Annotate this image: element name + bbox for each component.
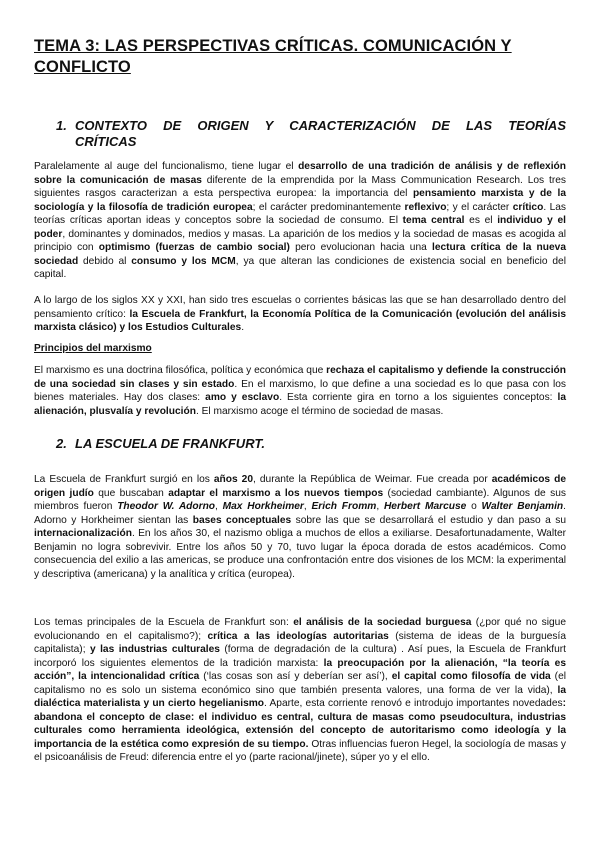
section-1-paragraph-2 (34, 294, 566, 335)
text-run: es el (464, 215, 498, 226)
bold-run: y las industrias culturales (89, 644, 220, 655)
bold-run: internacionalización (34, 528, 132, 539)
text-run: diferente de la emprendida por la Mass Communication Research. Los tres siguientes rasgos caracterizan a esta perspectiva europea: la importancia del (34, 174, 566, 199)
text-run: , (215, 501, 223, 512)
text-run: La Escuela de Frankfurt surgió en los (34, 474, 214, 485)
text-run: . Adorno y Horkheimer sientan las (34, 501, 566, 526)
bold-run: consumo y los MCM (131, 255, 236, 267)
text-run: Paralelamente al auge del funcionalismo, tiene lugar el (34, 161, 299, 172)
text-run: (sociedad cambiante). Algunos de sus miembros fueron (34, 487, 566, 512)
text-run: . En los años 30, el nazismo obliga a muchos de ellos a exiliarse. Desafortunadamente, Walter Benjamin no logra sobrevivir. Entre los años 50 y 70, tuvo lugar la época dorada de estos académicos. Como consecuencia del exilio a las americas, se produce una confrontación entre dos visiones de los MCM: la experimental y descriptiva (americana) y la analítica y crítica (europea). (34, 528, 566, 580)
text-run: (forma de degradación de la cultura) . Así pues, la Escuela de Frankfurt incorporó los siguientes elementos de la tradición marxista: (34, 644, 567, 669)
bold-run: crítica a las ideologías autoritarias (207, 630, 389, 642)
section-1-heading (56, 118, 566, 150)
bold-run: la Escuela de Frankfurt, la Economía Política de la Comunicación (evolución del análisis marxista clásico) y los Estudios Culturales (34, 308, 567, 333)
member-name: Erich Fromm (311, 501, 377, 512)
section-1-paragraph-1 (34, 160, 566, 282)
text-run: . Esta corriente gira en torno a los siguientes conceptos: (279, 392, 558, 403)
section-1-heading-line-2: CRÍTICAS (75, 134, 137, 149)
text-run: , dominantes y dominados, medios y masas. La aparición de los medios y la sociedad de masas es acogida al principio con (34, 228, 566, 253)
member-name: Walter Benjamin (481, 501, 564, 512)
bold-run: la alienación, plusvalía y revolución (34, 392, 567, 417)
member-name: Max Horkheimer (222, 501, 304, 512)
section-2-heading (56, 436, 566, 452)
section-1-heading-line-1 (56, 118, 566, 134)
text-run: (sistema de ideas de la burguesía capitalista); (34, 630, 566, 655)
text-run: , ya que alteran las condiciones de existencia social en beneficio del capital. (34, 255, 566, 280)
section-1-paragraph-3 (34, 364, 566, 418)
bold-run: optimismo (fuerzas de cambio social) (98, 242, 290, 253)
bold-run: amo y esclavo (205, 392, 280, 403)
text-run: , (303, 501, 312, 512)
text-run: Los temas principales de la Escuela de Frankfurt son: (34, 617, 294, 628)
bold-run: individuo y el poder (34, 215, 566, 240)
text-run: , durante la República de Weimar. Fue creada por (253, 474, 492, 485)
bold-run: reflexivo (404, 201, 447, 213)
bold-run: el análisis de la sociedad burguesa (293, 617, 472, 628)
bold-run: adaptar el marxismo a los nuevos tiempos (168, 487, 384, 499)
section-2-number: 2. (56, 436, 67, 451)
bold-run: crítico (512, 201, 544, 213)
text-run: A lo largo de los siglos XX y XXI, han sido tres escuelas o corrientes básicas las que se han desarrollado dentro del pensamiento crítico: (34, 295, 566, 320)
bold-run: académicos de origen judío (34, 474, 566, 499)
text-run: (el capitalismo no es solo un sistema económico sino que también presenta valores, una forma de ver la vida), (34, 671, 567, 696)
text-run: . Aparte, esta corriente renovó e introdujo importantes novedades (264, 698, 563, 709)
bold-run: años 20 (213, 474, 254, 485)
section-2-paragraph-1 (34, 473, 566, 581)
text-run: El marxismo es una doctrina filosófica, política y económica que (34, 365, 327, 376)
section-2-paragraph-2 (34, 616, 566, 765)
bold-run: rechaza el capitalismo y defiende la construcción de una sociedad sin clases y sin estado (34, 365, 566, 390)
text-run: . (241, 322, 245, 333)
text-run: ; el carácter predominantemente (252, 201, 405, 213)
section-1-heading-text: CONTEXTO DE ORIGEN Y CARACTERIZACIÓN DE LAS TEORÍAS (75, 118, 566, 133)
member-name: Herbert Marcuse (383, 501, 467, 512)
text-run: ; y el carácter (446, 201, 513, 213)
text-run: (¿por qué no sigue evolucionando en el capitalismo?); (34, 617, 566, 642)
text-run: debido al (78, 255, 132, 267)
section-2-heading-text: LA ESCUELA DE FRANKFURT. (75, 436, 265, 451)
text-run: pero evolucionan hacia una (289, 242, 432, 253)
bold-run: : abandona el concepto de clase: el individuo es central, cultura de masas como pseudocultura, industrias culturales como herramienta ideológica, extensión del concepto de autoritarismo como ideología y la importancia de la estética como expresión de su tiempo. (34, 698, 566, 750)
text-run: o (466, 501, 482, 512)
bold-run: la dialéctica materialista y un cierto hegelianismo (34, 684, 566, 709)
text-run: (‘las cosas son así y deberían ser así’), (199, 671, 392, 682)
section-1-number: 1. (56, 118, 67, 133)
text-run: Otras influencias fueron Hegel, la sociología de masas y el psicoanálisis de Freud: diferencia entre el yo (parte racional/jinete), súper yo y el ello. (34, 738, 566, 763)
text-run: . En el marxismo, lo que define a una sociedad es lo que pasa con los bienes materiales. Hay dos clases: (34, 378, 566, 403)
bold-run: pensamiento marxista y de la sociología y la filosofía de tradición europea (34, 188, 566, 213)
text-run: . Las teorías críticas aportan ideas y conceptos sobre la sociedad de consumo. El (34, 201, 567, 226)
text-run: . El marxismo acoge el término de sociedad de masas. (195, 405, 444, 417)
bold-run: desarrollo de una tradición de análisis y de reflexión sobre la comunicación de masas (34, 161, 566, 186)
bold-run: la preocupación por la alienación, “la teoría es acción”, la intencionalidad crítica (34, 657, 566, 682)
bold-run: tema central (402, 215, 465, 226)
document-title: TEMA 3: LAS PERSPECTIVAS CRÍTICAS. COMUNICACIÓN Y CONFLICTO (34, 37, 512, 76)
text-run: , (376, 501, 384, 512)
bold-run: el capital como filosofía de vida (391, 671, 551, 682)
bold-run: bases conceptuales (192, 514, 292, 526)
member-name: Theodor W. Adorno (117, 501, 216, 512)
text-run: sobre las que se desarrollará el estudio y dan paso a su (291, 514, 566, 526)
text-run: que buscaban (93, 487, 169, 499)
bold-run: lectura crítica de la nueva sociedad (34, 242, 566, 267)
marxism-principles-subheading: Principios del marxismo (34, 343, 152, 354)
